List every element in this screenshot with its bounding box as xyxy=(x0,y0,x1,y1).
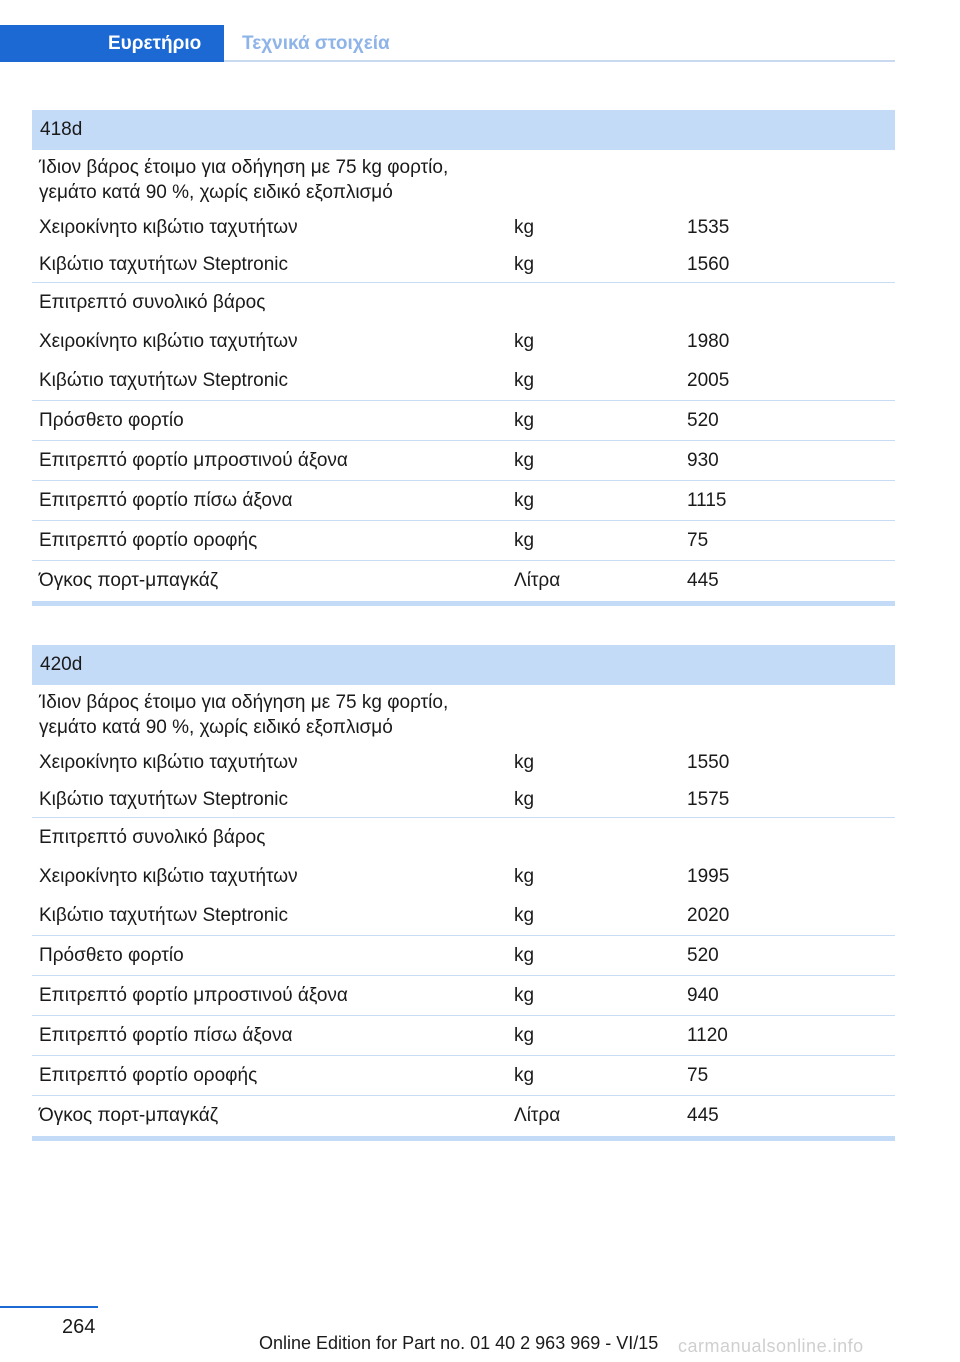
row-label: Κιβώτιο ταχυτήτων Steptronic xyxy=(39,370,289,391)
table-row-payload xyxy=(32,936,895,976)
row-value: 1120 xyxy=(687,1025,728,1046)
page-number: 264 xyxy=(62,1316,96,1338)
table-row-rear-axle xyxy=(32,481,895,521)
table-row-luggage xyxy=(32,561,895,601)
row-label: Επιτρεπτό φορτίο πίσω άξονα xyxy=(39,490,293,511)
row-label-line1: Ίδιον βάρος έτοιμο για οδήγηση με 75 kg φορτίο, xyxy=(39,157,449,178)
row-unit: kg xyxy=(514,1025,535,1046)
row-unit: kg xyxy=(514,985,535,1006)
row-label: Επιτρεπτό φορτίο μπροστινού άξονα xyxy=(39,450,348,471)
row-label-line1: Ίδιον βάρος έτοιμο για οδήγηση με 75 kg φορτίο, xyxy=(39,692,449,713)
row-unit: kg xyxy=(514,752,535,773)
row-unit: kg xyxy=(514,1065,535,1086)
table-row-empty-weight xyxy=(32,685,895,739)
row-value: 1980 xyxy=(687,331,730,352)
header-tabbar xyxy=(0,25,895,62)
watermark: carmanualsonline.info xyxy=(678,1336,864,1356)
edition-note: Online Edition for Part no. 01 40 2 963 969 - VI/15 xyxy=(259,1333,659,1353)
row-value: 445 xyxy=(687,570,719,591)
table-header xyxy=(32,110,895,150)
row-label: Κιβώτιο ταχυτήτων Steptronic xyxy=(39,254,289,275)
row-unit: kg xyxy=(514,450,535,471)
spec-table-418d xyxy=(32,110,895,606)
table-row-steptronic xyxy=(32,243,895,283)
tab-technical-data[interactable] xyxy=(224,25,390,62)
tab-technical-data-label: Τεχνικά στοιχεία xyxy=(242,32,390,54)
tab-index[interactable] xyxy=(0,25,224,62)
row-value: 940 xyxy=(687,985,719,1006)
table-row-total-steptronic xyxy=(32,897,895,936)
table-row-roof xyxy=(32,521,895,561)
row-label: Όγκος πορτ-μπαγκάζ xyxy=(39,570,219,591)
table-row-rear-axle xyxy=(32,1016,895,1056)
row-label: Επιτρεπτό φορτίο πίσω άξονα xyxy=(39,1025,293,1046)
table-row-total-manual xyxy=(32,322,895,362)
spec-table-420d xyxy=(32,645,895,1141)
table-row-roof xyxy=(32,1056,895,1096)
table-row-total-manual xyxy=(32,857,895,897)
model-name: 420d xyxy=(40,654,83,675)
row-unit: kg xyxy=(514,217,535,238)
row-label: Επιτρεπτό φορτίο οροφής xyxy=(39,1065,258,1086)
tab-index-label: Ευρετήριο xyxy=(108,32,202,54)
row-value: 520 xyxy=(687,410,719,431)
table-row-total-weight xyxy=(32,283,895,322)
table-row-front-axle xyxy=(32,976,895,1016)
table-row-luggage xyxy=(32,1096,895,1136)
row-value: 75 xyxy=(687,530,709,551)
row-unit: Λίτρα xyxy=(514,570,561,591)
table-row-manual xyxy=(32,739,895,778)
row-label-line2: γεμάτο κατά 90 %, χωρίς ειδικό εξοπλισμό xyxy=(39,717,393,738)
row-label: Χειροκίνητο κιβώτιο ταχυτήτων xyxy=(39,217,298,238)
table-bottom-rule xyxy=(32,601,895,606)
row-unit: kg xyxy=(514,866,535,887)
row-label: Πρόσθετο φορτίο xyxy=(39,410,184,431)
table-row-empty-weight xyxy=(32,150,895,204)
row-label: Χειροκίνητο κιβώτιο ταχυτήτων xyxy=(39,331,298,352)
row-unit: kg xyxy=(514,331,535,352)
model-name: 418d xyxy=(40,119,83,140)
row-value: 75 xyxy=(687,1065,709,1086)
row-unit: Λίτρα xyxy=(514,1105,561,1126)
row-label: Επιτρεπτό συνολικό βάρος xyxy=(39,292,266,313)
row-value: 1535 xyxy=(687,217,730,238)
row-unit: kg xyxy=(514,530,535,551)
table-row-front-axle xyxy=(32,441,895,481)
table-row-manual xyxy=(32,204,895,243)
row-label: Όγκος πορτ-μπαγκάζ xyxy=(39,1105,219,1126)
row-label: Επιτρεπτό φορτίο οροφής xyxy=(39,530,258,551)
table-row-steptronic xyxy=(32,778,895,818)
row-label: Κιβώτιο ταχυτήτων Steptronic xyxy=(39,905,289,926)
row-value: 2005 xyxy=(687,370,730,391)
row-unit: kg xyxy=(514,410,535,431)
row-value: 520 xyxy=(687,945,719,966)
row-label: Επιτρεπτό συνολικό βάρος xyxy=(39,827,266,848)
table-row-total-steptronic xyxy=(32,362,895,401)
row-value: 930 xyxy=(687,450,719,471)
row-value: 1550 xyxy=(687,752,730,773)
row-unit: kg xyxy=(514,254,535,275)
row-value: 2020 xyxy=(687,905,730,926)
row-label: Πρόσθετο φορτίο xyxy=(39,945,184,966)
table-row-payload xyxy=(32,401,895,441)
row-unit: kg xyxy=(514,490,535,511)
table-row-total-weight xyxy=(32,818,895,857)
row-label: Επιτρεπτό φορτίο μπροστινού άξονα xyxy=(39,985,348,1006)
row-label: Κιβώτιο ταχυτήτων Steptronic xyxy=(39,789,289,810)
table-bottom-rule xyxy=(32,1136,895,1141)
row-unit: kg xyxy=(514,905,535,926)
row-value: 1115 xyxy=(687,490,727,511)
row-unit: kg xyxy=(514,789,535,810)
row-label-line2: γεμάτο κατά 90 %, χωρίς ειδικό εξοπλισμό xyxy=(39,182,393,203)
row-label: Χειροκίνητο κιβώτιο ταχυτήτων xyxy=(39,866,298,887)
row-label: Χειροκίνητο κιβώτιο ταχυτήτων xyxy=(39,752,298,773)
row-value: 445 xyxy=(687,1105,719,1126)
row-value: 1575 xyxy=(687,789,730,810)
row-unit: kg xyxy=(514,370,535,391)
row-value: 1560 xyxy=(687,254,730,275)
table-header xyxy=(32,645,895,685)
row-value: 1995 xyxy=(687,866,730,887)
page-number-rule xyxy=(0,1306,98,1308)
row-unit: kg xyxy=(514,945,535,966)
